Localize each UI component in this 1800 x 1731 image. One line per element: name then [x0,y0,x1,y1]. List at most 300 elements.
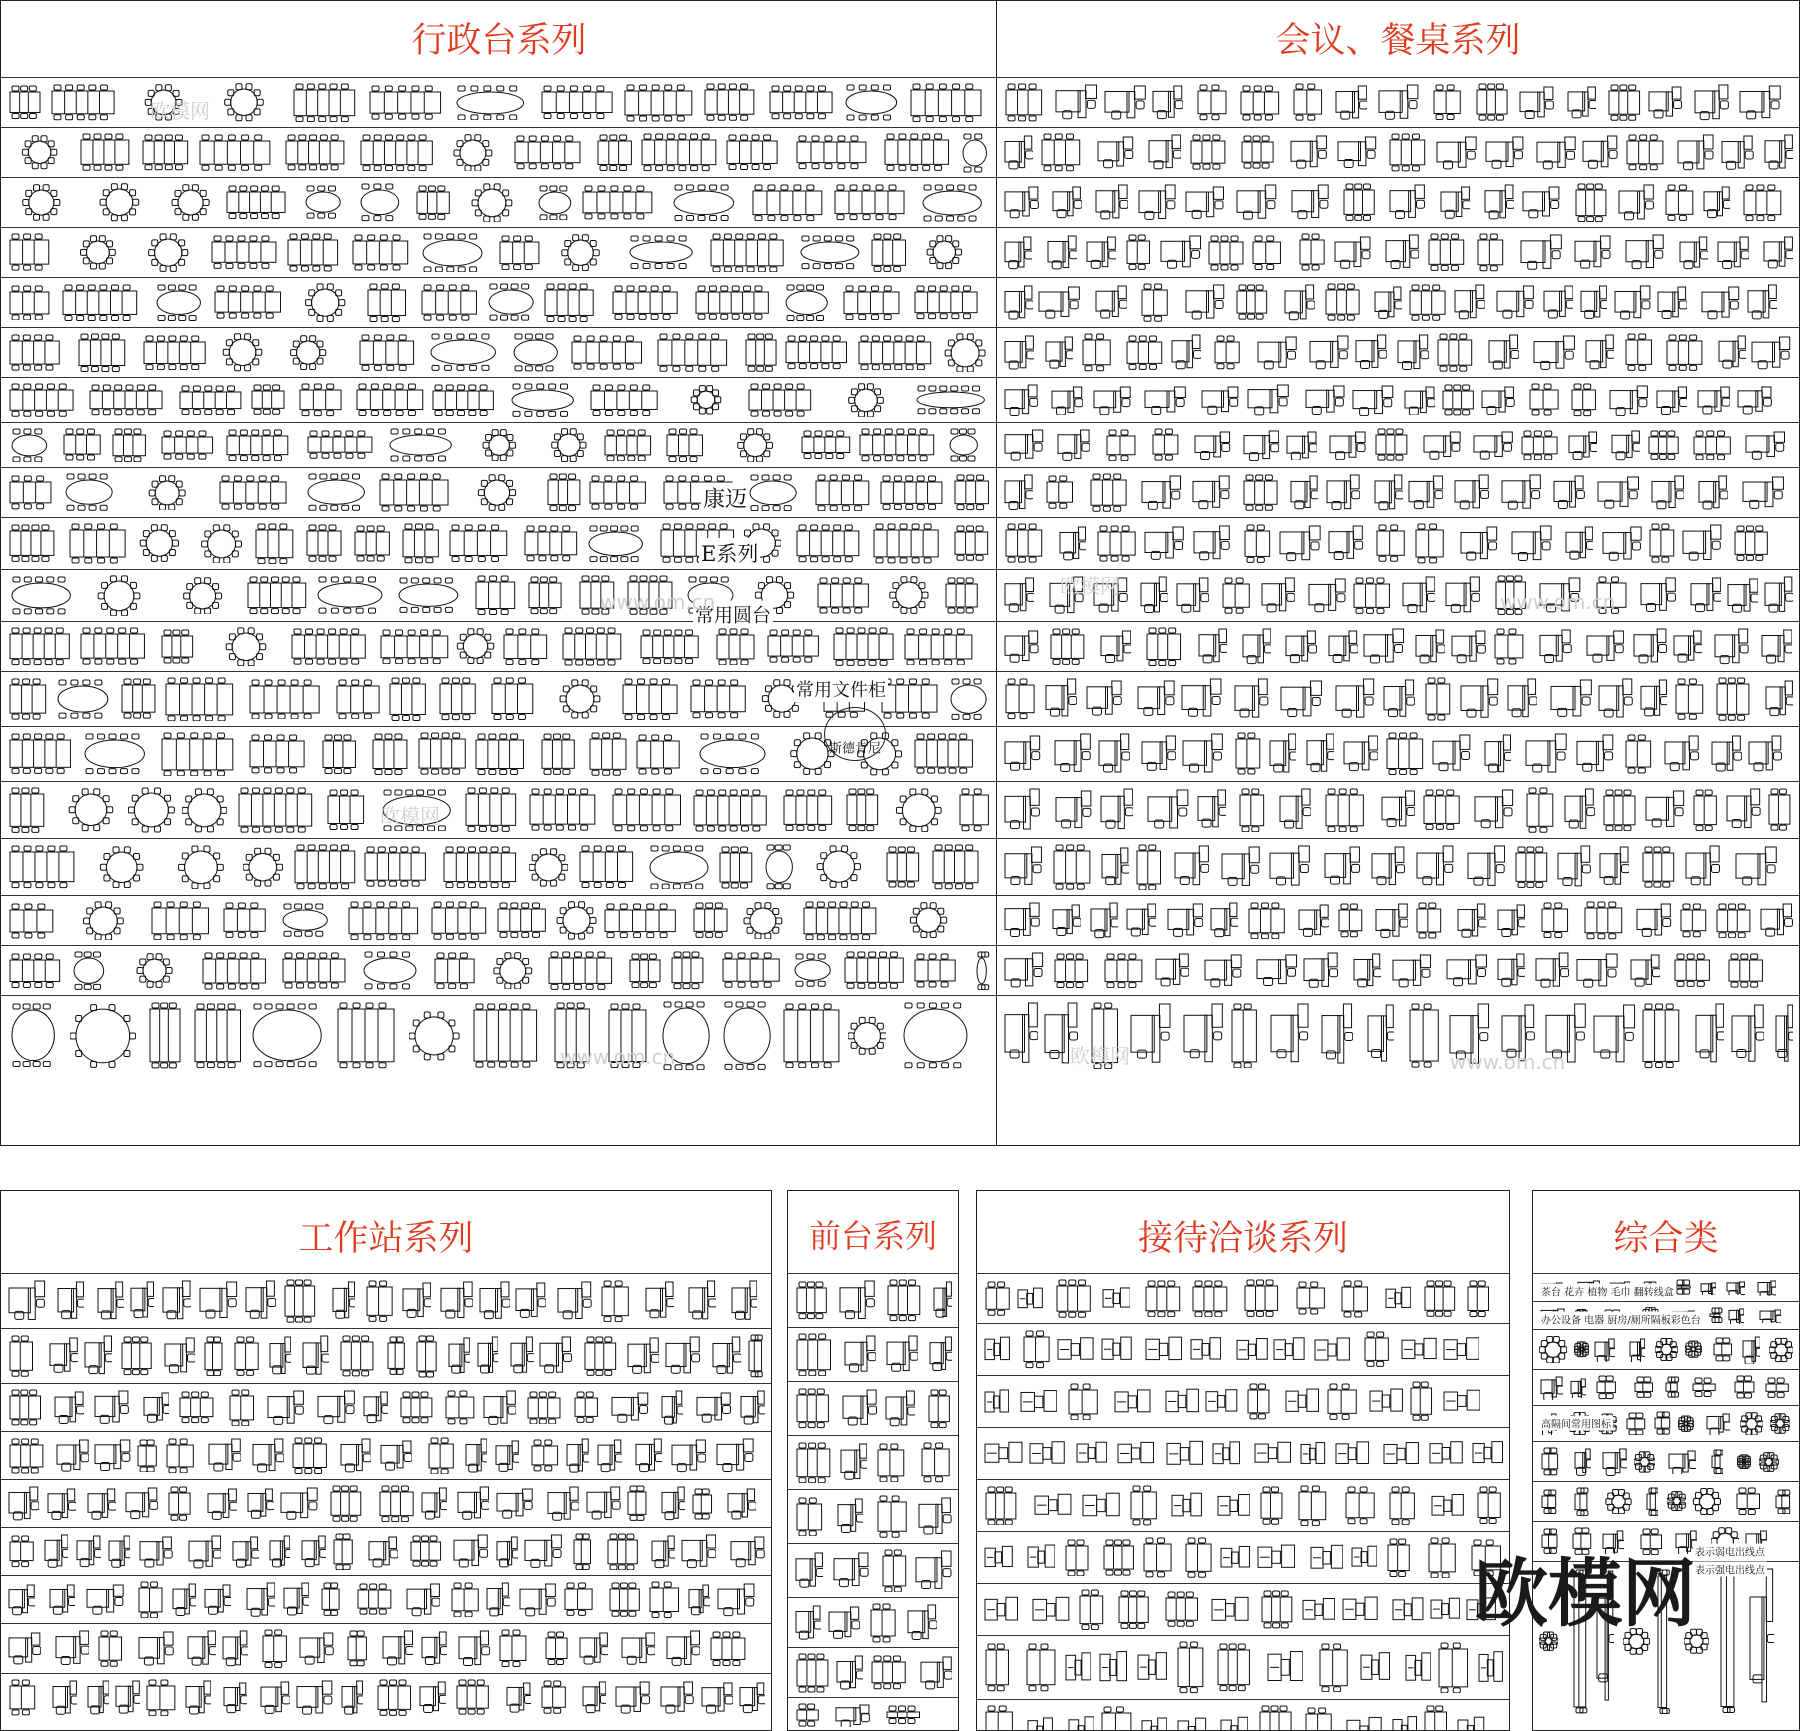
misc-symbol [1699,1281,1717,1295]
rec-row [788,1327,958,1381]
meet-symbol [1556,844,1591,890]
lounge-symbol [1436,1642,1471,1694]
exec-symbol [625,575,675,615]
ws-symbol [738,1681,765,1714]
meet-symbol [1629,953,1660,988]
lounge-row [977,1531,1509,1583]
meet-symbol [1139,575,1167,616]
exec-symbol [767,85,835,120]
misc-symbol [1734,1487,1762,1515]
misc-symbol [1740,1412,1763,1436]
lounge-symbol [1303,1707,1334,1731]
exec-symbol [209,235,279,269]
exec-symbol [943,577,980,614]
exec-symbol [546,951,615,990]
ws-symbol [43,1533,69,1570]
meet-row [997,726,1799,781]
exec-symbol [765,629,821,663]
exec-symbol [796,235,864,270]
exec-symbol [370,733,410,776]
meet-symbol [1003,1001,1038,1069]
misc-symbol [1748,1567,1773,1717]
lounge-symbol [1026,1537,1056,1577]
lounge-symbol [1175,1641,1206,1694]
ws-symbol [184,1679,212,1717]
ws-symbol [7,1535,36,1568]
meet-row [997,621,1799,671]
exec-row [1,895,997,945]
lounge-row [977,1273,1509,1323]
rows-lounge [977,1273,1509,1730]
watermark-3: 欧模网 [1060,574,1120,598]
exec-symbol [247,679,322,720]
ws-symbol [163,1336,195,1376]
ws-symbol [729,1535,765,1568]
exec-symbol [159,629,196,664]
exec-symbol [432,952,477,990]
misc-symbol [1692,1488,1722,1515]
rec-symbol [832,1551,869,1589]
ws-symbol [300,1534,326,1568]
lounge-symbol [983,1705,1015,1731]
exec-symbol [452,85,529,121]
meet-symbol [1435,135,1477,171]
ws-symbol [634,1437,662,1474]
meet-symbol [1596,475,1640,510]
exec-symbol [152,284,205,322]
meet-symbol [1639,576,1676,614]
exec-symbol [7,678,49,720]
exec-symbol [547,679,613,719]
exec-symbol [490,952,536,990]
exec-symbol [197,134,273,171]
exec-symbol [455,628,496,664]
meet-symbol [1325,473,1360,513]
exec-symbol [669,951,706,990]
ws-symbol [582,1336,619,1376]
ws-symbol [144,1679,178,1717]
misc-symbol [1737,1449,1751,1474]
rec-row [788,1697,958,1731]
meet-symbol [1538,576,1581,615]
exec-symbol [892,902,965,938]
meet-symbol [1255,953,1298,987]
exec-symbol [463,787,519,832]
ws-symbol [119,1336,154,1376]
meet-symbol [1601,789,1638,832]
exec-symbol [750,184,825,222]
exec-row [1,127,997,177]
meet-symbol [1154,952,1189,988]
meet-symbol [1328,430,1366,460]
meet-symbol [1181,732,1224,776]
ws-symbol [454,1679,491,1715]
ws-symbol [447,1336,470,1377]
meet-symbol [1702,185,1730,219]
exec-symbol [221,902,268,938]
misc-symbol [1572,1487,1590,1517]
meet-symbol [1681,523,1722,564]
lounge-symbol [1067,1705,1095,1731]
ws-row [1,1575,771,1623]
meet-symbol [1496,952,1525,988]
lounge-symbol [1350,1539,1377,1575]
exec-symbol [842,951,906,989]
meet-symbol [1691,789,1719,832]
ws-symbol [198,1280,238,1322]
exec-symbol [224,185,288,219]
meet-symbol [1549,678,1593,720]
exec-symbol [724,134,780,170]
lounge-symbol [1242,1279,1281,1317]
exec-symbol [695,733,770,775]
meet-symbol [1564,525,1594,561]
exec-symbol [192,1003,244,1069]
exec-symbol [799,430,853,460]
exec-symbol [461,474,533,511]
exec-symbol [473,733,526,775]
ws-symbol [75,1534,101,1568]
exec-symbol [442,134,504,172]
ws-symbol [495,1487,533,1519]
exec-symbol [387,677,428,721]
misc-symbol [1663,1376,1680,1398]
misc-symbol [1709,1449,1723,1475]
panel-title-lounge: 接待洽谈系列 [1137,1219,1348,1259]
meet-symbol [1054,789,1092,832]
meet-symbol [1519,430,1560,461]
ws-symbol [86,1679,110,1716]
misc-label-1: 茶台 花卉 植物 毛巾 翻转线盒 [1539,1284,1676,1299]
ws-symbol [497,1629,529,1667]
meet-symbol [1684,844,1720,889]
exec-symbol [841,285,902,321]
exec-symbol [584,525,647,563]
ws-symbol [426,1437,456,1475]
ws-symbol [266,1389,305,1427]
meet-symbol [1741,475,1785,510]
meet-symbol [1726,953,1765,988]
meet-symbol [1323,283,1362,321]
exec-symbol [140,134,191,171]
exec-symbol [945,428,982,462]
meet-symbol [1352,952,1381,989]
ws-symbol [659,1680,694,1715]
exec-symbol [526,576,564,615]
exec-symbol [365,283,409,323]
ws-symbol [443,1390,477,1425]
ws-symbol [171,1582,196,1617]
meet-symbol [1250,235,1283,270]
exec-symbol [781,789,835,831]
ws-symbol [456,1485,490,1522]
misc-symbol [1685,1337,1702,1361]
exec-symbol [7,85,43,119]
ws-symbol [620,1631,656,1666]
lounge-symbol [1471,1434,1503,1472]
meet-symbol [1373,428,1410,461]
ws-symbol [231,1535,258,1569]
watermark-5: 欧模网 [380,804,440,828]
exec-symbol [61,473,117,511]
ws-symbol [207,1437,241,1473]
ws-symbol [340,1679,363,1717]
exec-symbol [297,383,344,417]
panel-title-misc: 综合类 [1613,1219,1719,1259]
ws-symbol [711,1335,741,1377]
exec-symbol [367,85,444,120]
lounge-symbol [1183,1537,1214,1578]
ws-symbol [457,1629,489,1669]
exec-symbol [394,577,463,613]
lounge-symbol [1266,1641,1304,1694]
misc-symbol [1594,1375,1618,1400]
meet-symbol [1092,576,1128,615]
exec-symbol [484,283,538,321]
lounge-row [977,1375,1509,1427]
misc-symbol [1718,1569,1737,1713]
lounge-symbol [1391,1590,1424,1630]
exec-symbol [418,233,487,273]
exec-symbol [7,135,72,169]
rec-symbol [841,1388,877,1428]
label-e-series: E系列 [699,538,760,568]
rec-symbol [836,1497,863,1535]
panel-title-executive: 行政台系列 [411,21,587,61]
meet-symbol [1246,902,1287,940]
exec-symbol [930,844,981,890]
exec-symbol [177,385,244,416]
meet-symbol [1053,732,1091,776]
exec-symbol [545,473,583,512]
exec-symbol [857,428,937,462]
lounge-symbol [1021,1330,1052,1369]
rec-row [788,1273,958,1327]
ws-symbol [660,1389,682,1427]
exec-symbol [794,135,869,170]
ws-symbol [414,1335,439,1378]
ws-symbol [268,1335,291,1378]
meet-symbol [1714,903,1753,939]
misc-symbol [1741,1335,1761,1364]
exec-symbol [844,788,881,832]
ws-row [1,1673,771,1721]
meet-symbol [1003,576,1034,615]
lounge-symbol [1341,1589,1378,1630]
exec-symbol [560,627,624,666]
meet-symbol [1714,677,1752,721]
exec-symbol [356,183,404,222]
exec-symbol [827,383,905,418]
panel-title-meeting: 会议、餐桌系列 [1275,21,1521,61]
rec-row [788,1489,958,1543]
meet-row [997,467,1799,517]
lounge-symbol [1442,1383,1481,1419]
meet-symbol [1431,84,1463,121]
ws-symbol [51,1679,77,1717]
ws-symbol [660,1485,685,1522]
exec-symbol [735,902,791,940]
meet-symbol [1003,678,1037,720]
exec-symbol [602,429,654,462]
meet-symbol [1285,430,1317,461]
meet-symbol [1693,83,1729,123]
meet-symbol [1388,183,1426,221]
lounge-symbol [1245,1383,1272,1420]
exec-symbol [249,384,287,415]
meet-symbol [1617,183,1654,223]
meet-symbol [1124,234,1152,270]
meet-symbol [1650,474,1684,511]
ws-symbol [543,1631,570,1665]
lounge-symbol [1016,1281,1043,1317]
exec-symbol [856,335,934,371]
lounge-symbol [1163,1591,1201,1627]
meet-symbol [1403,385,1435,416]
meet-symbol [1308,334,1349,371]
lounge-symbol [1235,1331,1268,1369]
meet-symbol [1646,430,1681,460]
lounge-symbol [1359,1643,1390,1691]
meet-symbol [1125,902,1157,938]
meet-symbol [1663,734,1699,774]
meet-symbol [1598,845,1629,889]
lounge-symbol [1313,1330,1350,1370]
meet-symbol [1323,845,1361,888]
ws-symbol [525,1391,563,1425]
ws-symbol [626,1336,659,1377]
meet-symbol [1414,902,1444,939]
ws-symbol [670,1438,706,1474]
rec-row [788,1381,958,1435]
meet-symbol [1552,474,1584,511]
meet-symbol [1220,845,1260,890]
ws-symbol [260,1629,289,1669]
meet-symbol [1697,474,1727,512]
rec-symbol [835,1654,863,1691]
rec-symbol [839,1442,868,1483]
meet-symbol [1095,525,1138,562]
lounge-symbol [1284,1381,1319,1422]
exec-row [1,327,997,377]
lounge-symbol [1400,1331,1437,1368]
exec-symbol [556,901,597,940]
exec-symbol [217,475,289,510]
meet-symbol [1534,951,1569,990]
exec-symbol [70,1002,136,1070]
exec-symbol [569,335,645,370]
exec-symbol [7,334,62,371]
meet-symbol [1139,283,1170,322]
meet-symbol [1676,133,1714,173]
meet-row [997,177,1799,227]
exec-symbol [588,384,660,416]
exec-symbol [509,333,562,372]
meet-symbol [1444,575,1480,616]
exec-symbol [890,788,948,833]
exec-symbol [745,474,801,512]
ws-symbol [715,1437,754,1474]
ws-symbol [86,1487,116,1521]
exec-row [1,838,997,895]
meet-symbol [1197,627,1227,666]
ws-symbol [452,1533,488,1569]
meet-symbol [1647,523,1677,563]
meet-symbol [1475,233,1506,272]
rec-symbol [838,1279,875,1323]
ws-symbol [650,1534,675,1570]
lounge-symbol [1140,1707,1167,1731]
ws-symbol [96,1280,123,1323]
meet-symbol [1003,901,1040,939]
exec-symbol [587,475,648,510]
lounge-symbol [1368,1381,1403,1421]
meet-symbol [1323,788,1366,833]
ws-symbol [48,1583,75,1615]
meet-symbol [1206,235,1246,271]
meet-symbol [1483,183,1514,222]
exec-symbol [512,135,583,170]
exec-symbol [313,576,387,614]
meet-symbol [1472,430,1514,459]
meet-symbol [1401,575,1436,616]
meet-symbol [1644,789,1685,831]
meet-symbol [1459,677,1499,722]
meet-symbol [1414,628,1445,665]
meet-symbol [1327,524,1363,562]
rec-symbol [794,1551,823,1590]
rec-symbol [875,1443,907,1483]
lounge-symbol [1165,1433,1203,1475]
ws-symbol [377,1485,416,1523]
exec-symbol [270,335,346,370]
exec-symbol [409,1003,459,1069]
ws-symbol [739,1389,765,1426]
panel-workstation [0,1190,772,1731]
lounge-row [977,1635,1509,1699]
exec-symbol [743,333,779,372]
meet-symbol [1730,1003,1764,1068]
meet-symbol [1542,284,1574,320]
ws-symbol [578,1631,608,1666]
exec-symbol [7,627,72,666]
meet-symbol [1039,133,1083,172]
exec-symbol [781,284,832,322]
lounge-symbol [1219,1706,1248,1731]
lounge-symbol [1100,1329,1132,1369]
meet-symbol [1238,85,1282,121]
ws-symbol [687,1279,715,1323]
lounge-symbol [1404,1643,1431,1693]
exec-symbol [645,845,713,890]
meet-row [997,422,1799,467]
meet-symbol [1088,473,1129,512]
ws-symbol [362,1390,388,1424]
meet-symbol [1632,627,1667,666]
meet-symbol [1058,525,1086,562]
rec-symbol [843,1334,876,1375]
meet-symbol [1774,1003,1793,1068]
meet-symbol [1717,334,1746,370]
exec-symbol [65,901,142,941]
lounge-symbol [1075,1435,1107,1471]
exec-symbol [602,903,678,939]
lounge-symbol [1299,1435,1325,1473]
ws-symbol [420,1486,447,1521]
meet-symbol [1196,788,1226,831]
ws-symbol [398,1391,435,1424]
ws-symbol [367,1535,397,1568]
